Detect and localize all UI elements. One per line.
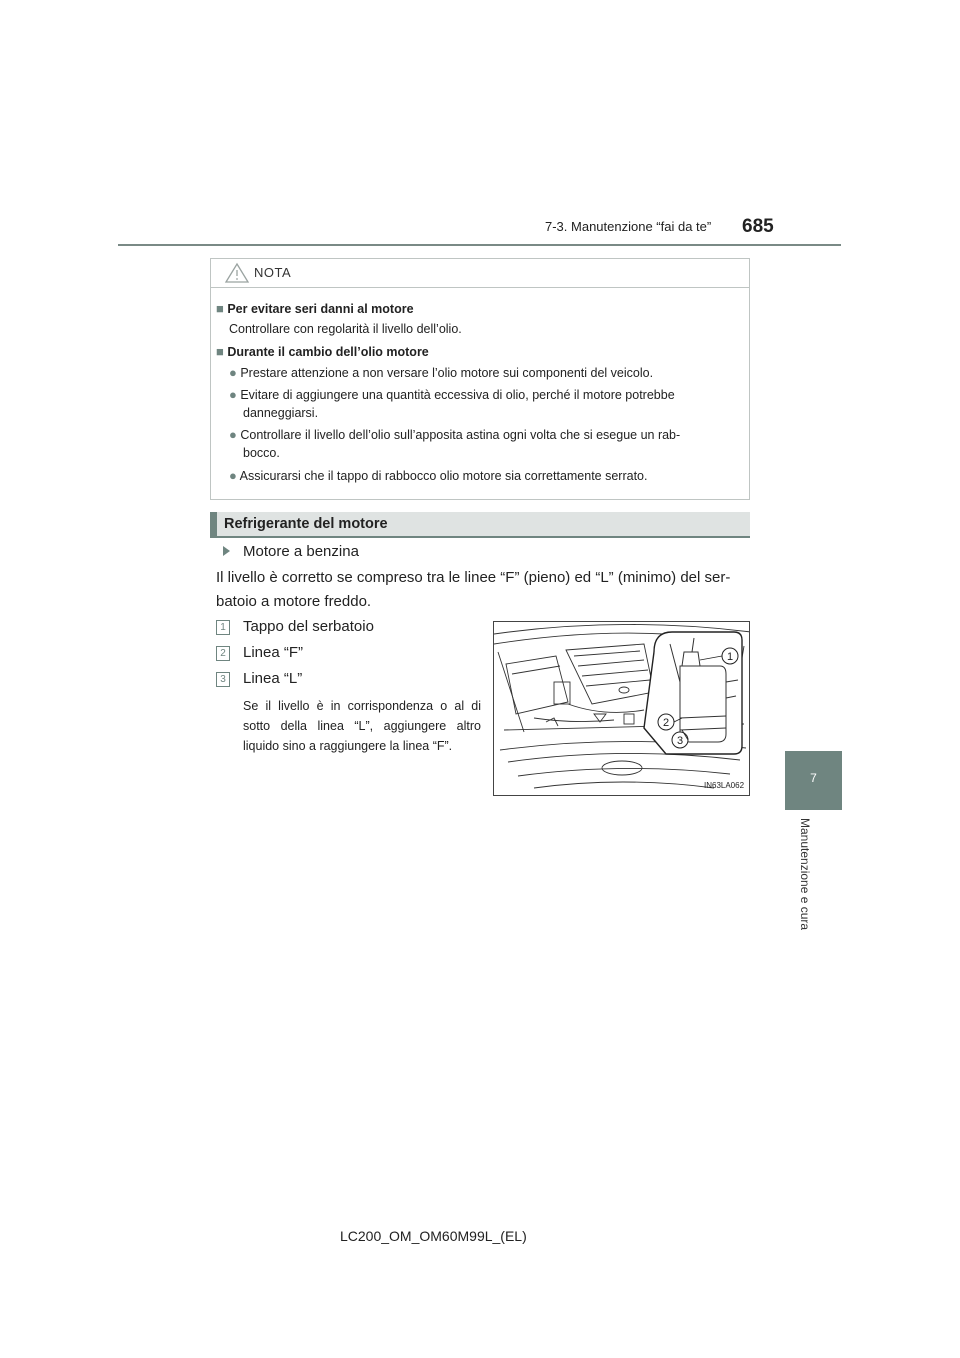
square-bullet-icon: ■ <box>216 344 224 359</box>
notice-bullet-4: ● Assicurarsi che il tappo di rabbocco olio motore sia correttamente serrato. <box>229 468 648 483</box>
engine-bay-illustration <box>493 621 750 796</box>
chapter-tab <box>785 751 842 810</box>
section-heading-accent <box>210 512 217 538</box>
document-id: LC200_OM_OM60M99L_(EL) <box>340 1228 527 1244</box>
header-rule <box>118 244 841 246</box>
figure-marker-1: 1 <box>726 651 734 663</box>
callout-number-3: 3 <box>216 672 230 687</box>
notice-title: NOTA <box>254 265 292 280</box>
chapter-title: Manutenzione e cura <box>798 818 812 931</box>
callout-number-2: 2 <box>216 646 230 661</box>
callout-label-2: Linea “F” <box>243 644 304 661</box>
circle-bullet-icon: ● <box>229 365 237 380</box>
notice-bullet-2: ● Evitare di aggiungere una quantità eccessiva di olio, perché il motore potrebbe <box>229 387 675 402</box>
circle-bullet-icon: ● <box>229 387 237 402</box>
notice-header <box>211 259 749 288</box>
notice-text-1: Controllare con regolarità il livello dell’olio. <box>229 322 462 336</box>
engine-bay-drawing <box>494 622 750 796</box>
square-bullet-icon: ■ <box>216 301 224 316</box>
circle-bullet-icon: ● <box>229 468 237 483</box>
figure-marker-2: 2 <box>662 717 670 729</box>
notice-bullet-2-cont: danneggiarsi. <box>243 406 319 420</box>
intro-line-1: Il livello è corretto se compreso tra le linee “F” (pieno) ed “L” (minimo) del ser- <box>216 569 731 586</box>
notice-heading-2: ■ Durante il cambio dell’olio motore <box>216 344 429 359</box>
callout-label-1: Tappo del serbatoio <box>243 618 374 635</box>
page-number: 685 <box>742 216 774 237</box>
chapter-number: 7 <box>810 771 817 785</box>
callout-number-1: 1 <box>216 620 230 635</box>
refill-note: Se il livello è in corrispondenza o al di sotto della linea “L”, aggiungere altro liquido sino a raggiungere la linea “F”. <box>243 699 481 753</box>
section-title: Refrigerante del motore <box>224 516 388 532</box>
figure-code: IN63LA062 <box>704 781 745 790</box>
notice-bullet-1: ● Prestare attenzione a non versare l’olio motore sui componenti del veicolo. <box>229 365 654 380</box>
notice-bullet-3: ● Controllare il livello dell’olio sull’apposita astina ogni volta che si esegue un rab- <box>229 427 681 442</box>
intro-line-2: batoio a motore freddo. <box>216 593 372 610</box>
subhead-engine-type: Motore a benzina <box>243 543 359 560</box>
running-header-section: 7-3. Manutenzione “fai da te” <box>545 219 712 234</box>
callout-label-3: Linea “L” <box>243 670 303 687</box>
triangle-bullet-icon <box>223 546 230 556</box>
notice-bullet-3-cont: bocco. <box>243 446 280 460</box>
circle-bullet-icon: ● <box>229 427 237 442</box>
notice-heading-1: ■ Per evitare seri danni al motore <box>216 301 414 316</box>
figure-marker-3: 3 <box>676 735 684 747</box>
warning-triangle-icon <box>224 262 250 284</box>
